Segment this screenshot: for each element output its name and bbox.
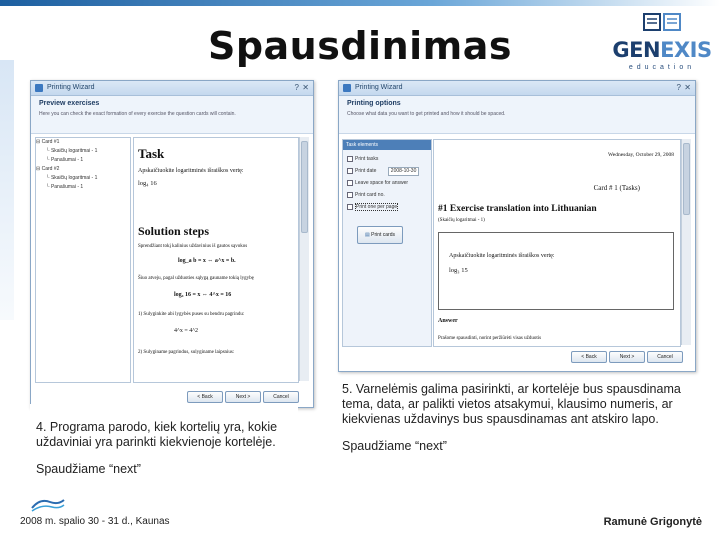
right-printing-wizard-window xyxy=(338,80,696,372)
right-header-title: Printing options xyxy=(347,100,401,107)
tree-node-exercise[interactable]: └ Skaičių logaritmai - 1 xyxy=(46,175,98,181)
right-window-title: Printing Wizard xyxy=(355,84,403,91)
option-print-tasks[interactable]: Print tasks xyxy=(347,153,427,165)
task-expression: log₄ 16 xyxy=(138,180,157,187)
right-header-subtitle: Choose what data you want to get printed and how it should be spaced. xyxy=(347,111,506,117)
books-icon xyxy=(642,12,682,34)
card-footer-text: Prašome spausdinti, norint peržiūrėti visas užduotis xyxy=(438,336,542,341)
solution-formula: log₄ 16 = x ⇔ 4^x = 16 xyxy=(174,292,232,298)
card-tree[interactable] xyxy=(35,137,131,383)
left-window-titlebar[interactable] xyxy=(31,81,313,96)
preview-scrollbar[interactable] xyxy=(299,137,309,381)
date-picker[interactable]: 2008-10-30 xyxy=(388,167,420,176)
solution-text: Sprendžiant tokį kalinius uždavinius iš gautos sąvokos xyxy=(138,244,248,249)
checkbox[interactable] xyxy=(347,168,353,174)
genexis-logo xyxy=(612,12,712,78)
right-caption-action: Spaudžiame “next” xyxy=(342,439,447,453)
back-button[interactable]: < Back xyxy=(187,391,223,403)
task-panel-title: Task elements xyxy=(343,140,431,150)
print-cards-button[interactable]: ▤ Print cards xyxy=(357,226,403,244)
app-icon xyxy=(343,84,351,92)
slide-title: Spausdinimas xyxy=(207,24,513,68)
logo-wordmark: GENEXIS xyxy=(612,38,712,62)
right-window-titlebar[interactable] xyxy=(339,81,695,96)
task-text: Apskaičiuokite logaritminės išraiškos vertę: xyxy=(138,168,244,174)
task-elements-panel xyxy=(342,139,432,347)
scrollbar-thumb[interactable] xyxy=(301,141,308,233)
next-button[interactable]: Next > xyxy=(609,351,645,363)
task-box xyxy=(438,232,674,310)
option-print-one-per-page[interactable]: Print one per page xyxy=(347,201,427,213)
option-leave-space[interactable]: Leave space for answer xyxy=(347,177,427,189)
tree-node-card-2[interactable]: ⊟ Card #2 xyxy=(36,166,60,172)
right-caption-text: 5. Varnelėmis galima pasirinkti, ar kortelėje bus spausdinama tema, data, ar palikti vietos atsakymui, klausimo numeris, ar kiekvienas uždavinys bus spausdinamas ant atskiro lapo. xyxy=(342,382,681,426)
card-print-preview xyxy=(433,139,681,347)
solution-formula: log_a b = x ⇔ a^x = b. xyxy=(178,258,236,264)
checkbox[interactable] xyxy=(347,192,353,198)
conference-logo xyxy=(30,496,66,514)
task-expression: log₃ 15 xyxy=(449,267,468,274)
tree-node-exercise[interactable]: └ Panašumai - 1 xyxy=(46,184,84,190)
option-print-date[interactable]: Print date 2008-10-30 xyxy=(347,165,427,177)
close-icon[interactable]: ✕ xyxy=(684,83,691,92)
logo-subtitle: education xyxy=(628,64,696,71)
scrollbar-thumb[interactable] xyxy=(683,143,690,215)
printer-icon: ▤ xyxy=(364,232,370,238)
cancel-button[interactable]: Cancel xyxy=(647,351,683,363)
close-icon[interactable]: ✕ xyxy=(302,83,309,92)
tree-node-card-1[interactable]: ⊟ Card #1 xyxy=(36,139,60,145)
next-button[interactable]: Next > xyxy=(225,391,261,403)
checkbox[interactable] xyxy=(347,180,353,186)
slide-left-decoration xyxy=(0,60,14,320)
card-date: Wednesday, October 29, 2008 xyxy=(608,152,674,158)
slide-top-bar xyxy=(0,0,720,6)
checkbox[interactable] xyxy=(347,156,353,162)
solution-text: 2) Sulyginame pagrindus, sulyginame laipsnius: xyxy=(138,350,235,355)
left-caption xyxy=(30,404,298,496)
cancel-button[interactable]: Cancel xyxy=(263,391,299,403)
tree-node-exercise[interactable]: └ Skaičių logaritmai - 1 xyxy=(46,148,98,154)
task-text: Apskaičiuokite logaritminės išraiškos vertę: xyxy=(449,253,555,259)
exercise-title: #1 Exercise translation into Lithuanian xyxy=(438,204,597,214)
left-caption-text: 4. Programa parodo, kiek kortelių yra, kokie uždaviniai yra parinkti kiekvienoje kortelėje. xyxy=(36,420,278,449)
task-heading: Task xyxy=(138,146,165,161)
help-icon[interactable]: ? xyxy=(294,83,299,92)
left-caption-action: Spaudžiame “next” xyxy=(36,462,141,476)
left-header-subtitle: Here you can check the exact formation of every exercise the question cards will contain. xyxy=(39,111,236,117)
card-number: Card # 1 (Tasks) xyxy=(593,184,640,192)
help-icon[interactable]: ? xyxy=(676,83,681,92)
right-window-header xyxy=(339,96,695,134)
checkbox[interactable] xyxy=(347,204,353,210)
exercise-subtitle: (Skaičių logaritmai - 1) xyxy=(438,218,485,223)
right-caption xyxy=(338,378,694,480)
left-header-title: Preview exercises xyxy=(39,100,100,107)
tree-node-exercise[interactable]: └ Panašumai - 1 xyxy=(46,157,84,163)
left-window-header xyxy=(31,96,313,134)
solution-text: 1) Sulyginkite abi lygybės puses su bendru pagrindu: xyxy=(138,312,245,317)
option-print-card-no[interactable]: Print card no. xyxy=(347,189,427,201)
back-button[interactable]: < Back xyxy=(571,351,607,363)
solution-text: Šiuo atveju, pagal užduoties sąlygą gauname tokią lygybę xyxy=(138,276,254,281)
left-window-title: Printing Wizard xyxy=(47,84,95,91)
solution-formula: 4^x = 4^2 xyxy=(174,328,199,334)
footer-date-location: 2008 m. spalio 30 - 31 d., Kaunas xyxy=(20,516,170,527)
left-printing-wizard-window xyxy=(30,80,314,408)
footer-author: Ramunė Grigonytė xyxy=(603,516,702,528)
app-icon xyxy=(35,84,43,92)
solution-heading: Solution steps xyxy=(138,224,210,238)
card-preview xyxy=(133,137,299,383)
print-preview-scrollbar[interactable] xyxy=(681,139,691,345)
answer-label: Answer xyxy=(438,318,458,324)
